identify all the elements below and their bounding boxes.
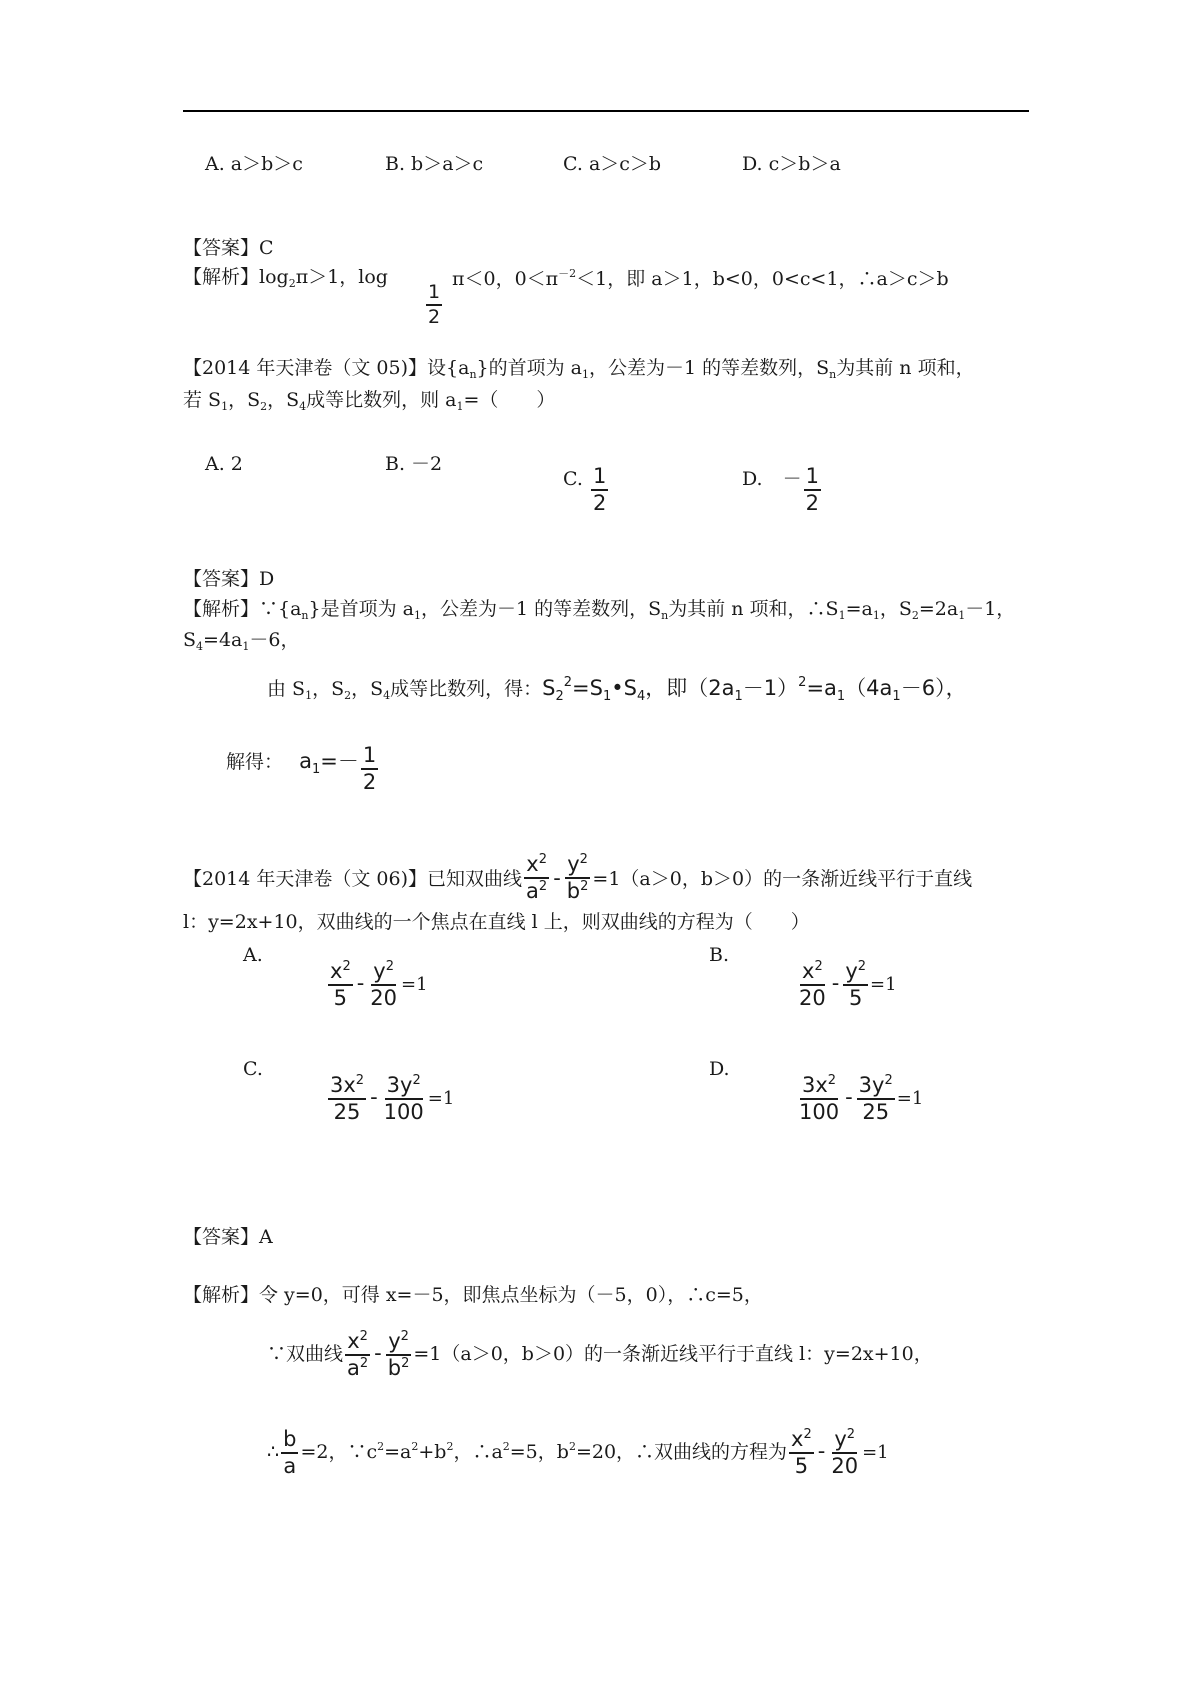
fraction-denominator: a (526, 879, 539, 904)
exponent: 2 (884, 1073, 893, 1088)
exponent: 2 (857, 959, 867, 974)
q0-option-a: A. a＞b＞c (205, 153, 303, 175)
exponent: 2 (355, 1073, 365, 1088)
q2-option-a: $\frac{x^2}{5}$ - $\frac{y^2}{20}$ =1 (330, 959, 428, 1011)
minus-sign: - (553, 866, 561, 891)
eq-term: =a (806, 676, 837, 700)
q2-option-c: $\frac{3x^2}{25}$ - $\frac{3y^2}{100}$ =1 (330, 1073, 455, 1125)
equation-rhs: =1 (401, 974, 428, 996)
stem-text: ，公差为－1 的等差数列，S (589, 357, 830, 379)
subscript: n (829, 368, 837, 381)
q0-analysis-rest (452, 268, 949, 289)
analysis-text: =20，∴双曲线的方程为 (575, 1441, 788, 1464)
q2-answer: 【答案】A (183, 1226, 273, 1248)
subscript: 1 (413, 609, 421, 622)
stem-text: ，S (267, 389, 300, 411)
equation-rhs: =1 (896, 1088, 924, 1110)
subscript: n (301, 609, 309, 622)
fraction-denominator: 100 (383, 1100, 424, 1125)
fraction-numerator: x (330, 959, 343, 983)
log-text: log (259, 266, 289, 288)
analysis-text: +b (418, 1441, 447, 1464)
subscript: 1 (456, 400, 464, 413)
q1-option-a: A. 2 (205, 453, 243, 475)
q2-stem-line2: l：y=2x+10，双曲线的一个焦点在直线 l 上，则双曲线的方程为（ ） (183, 911, 810, 933)
exponent: 2 (846, 1427, 856, 1442)
analysis-text: =5，b (509, 1441, 569, 1464)
q1-stem-line1 (183, 359, 975, 380)
q1-analysis-line1 (183, 600, 1015, 621)
exponent: 2 (538, 879, 548, 895)
fraction-numerator: y (845, 959, 858, 983)
subscript: 1 (311, 762, 321, 778)
fraction-numerator: y (567, 852, 580, 876)
analysis-text: π＜0，0＜π (452, 268, 559, 290)
fraction-denominator: 100 (799, 1100, 840, 1125)
analysis-text: =2，∵c (300, 1441, 378, 1464)
minus-sign: － (782, 468, 802, 491)
eq-term: －6）， (900, 676, 967, 700)
exponent: 2 (502, 1440, 510, 1454)
fraction-numerator: 3x (330, 1073, 356, 1097)
exponent: 2 (342, 959, 351, 974)
q1-answer: 【答案】D (183, 568, 275, 590)
solve-label: 解得： (226, 751, 284, 774)
q0-answer: 【答案】C (183, 237, 274, 259)
q1-analysis-line2 (183, 631, 299, 652)
analysis-text: －1， (965, 598, 1016, 620)
q0-option-d: D. c＞b＞a (742, 153, 841, 175)
subscript: 2 (555, 689, 564, 704)
stem-text: =（ ） (463, 389, 556, 411)
fraction-denominator: 5 (848, 986, 863, 1011)
analysis-text: =a (384, 1441, 412, 1464)
subscript: 1 (242, 640, 250, 653)
eq-term: ，即（2a (645, 676, 735, 700)
exponent: 2 (814, 959, 823, 974)
analysis-text: ，∴a (453, 1441, 503, 1464)
subscript: 1 (734, 689, 743, 704)
fraction-denominator: 2 (428, 305, 441, 328)
fraction-numerator: y (834, 1427, 847, 1451)
q1-option-b: B. －2 (385, 453, 443, 475)
equation-rhs: =1 (870, 974, 897, 996)
minus-sign: - (374, 1341, 382, 1366)
fraction-denominator: b (566, 879, 581, 904)
subscript: 1 (602, 689, 612, 704)
analysis-text: =1（a＞0，b＞0）的一条渐近线平行于直线 l：y=2x+10， (413, 1343, 933, 1366)
q2-analysis-line1: 【解析】令 y=0，可得 x=－5，即焦点坐标为（－5，0），∴c=5， (183, 1284, 763, 1306)
equation-rhs: =1 (427, 1088, 455, 1110)
q1-option-d (742, 455, 823, 516)
q2-analysis-line2 (267, 1330, 933, 1380)
fraction-denominator: 2 (805, 491, 820, 516)
eq-term: a (299, 749, 312, 774)
q2-stem-line1 (183, 852, 973, 905)
subscript: 4 (299, 400, 307, 413)
subscript: 1 (872, 609, 880, 622)
fraction-denominator: 5 (794, 1454, 809, 1479)
q0-analysis (183, 268, 388, 289)
analysis-text: }是首项为 a (308, 598, 414, 620)
analysis-text: π＞1，log (295, 266, 388, 288)
subscript: n (661, 609, 669, 622)
exponent: 2 (377, 1440, 385, 1454)
fraction-numerator: 1 (804, 465, 821, 491)
q1-header: 【2014 年天津卷（文 05)】 (183, 357, 428, 379)
fraction-numerator: 1 (591, 465, 608, 491)
fraction-denominator: b (387, 1356, 402, 1381)
analysis-text: ，S (879, 598, 912, 620)
subscript: 1 (305, 689, 313, 702)
fraction-denominator: 2 (362, 770, 377, 795)
analysis-text: =4a (203, 629, 243, 651)
fraction-denominator: 20 (370, 986, 398, 1011)
stem-text: }的首项为 a (476, 357, 583, 379)
fraction-denominator: a (283, 1454, 297, 1479)
fraction-numerator: 3x (802, 1073, 828, 1097)
fraction-numerator: 3y (858, 1073, 885, 1097)
fraction-denominator: 20 (799, 986, 826, 1011)
eq-term: S (542, 676, 556, 700)
fraction-denominator: 25 (333, 1100, 361, 1125)
stem-text: 成等比数列，则 a (306, 389, 457, 411)
fraction-numerator: x (526, 852, 539, 876)
exponent: 2 (568, 1440, 576, 1454)
q2-option-c-label: C. (243, 1058, 263, 1080)
fraction-numerator: y (388, 1329, 401, 1353)
subscript: 1 (838, 609, 846, 622)
analysis-text: ＜1，即 a＞1，b<0，0<c<1，∴a＞c＞b (576, 268, 949, 290)
subscript: n (469, 368, 477, 381)
exponent: －2 (558, 267, 577, 280)
stem-text: ，S (228, 389, 261, 411)
equation (542, 675, 967, 704)
subscript: 1 (958, 609, 966, 622)
fraction-denominator: a (347, 1356, 360, 1381)
stem-text: 设{a (427, 357, 470, 379)
exponent: 2 (538, 852, 547, 867)
subscript: 2 (911, 609, 919, 622)
option-label: D. (742, 468, 763, 491)
option-label: C. (563, 468, 583, 491)
equation-rhs: =1 (862, 1442, 889, 1464)
exponent: 2 (803, 1427, 812, 1442)
fraction-numerator: b (281, 1428, 298, 1454)
exponent: 2 (580, 879, 589, 895)
analysis-label: 【解析】 (183, 266, 260, 288)
analysis-text: －6， (249, 629, 300, 651)
exponent: 2 (400, 1329, 409, 1344)
exponent: 2 (412, 1073, 421, 1088)
fraction-denominator: 2 (592, 491, 607, 516)
eq-term: •S (611, 676, 637, 700)
log-base: 2 (288, 277, 296, 290)
exponent: 2 (798, 675, 807, 690)
q1-solve (226, 738, 380, 795)
exponent: 2 (446, 1440, 454, 1454)
analysis-text: ，S (351, 678, 384, 700)
analysis-text: 为其前 n 项和，∴S (668, 598, 839, 620)
subscript: 4 (196, 640, 204, 653)
exponent: 2 (563, 675, 573, 690)
analysis-text: 由 S (267, 678, 306, 700)
fraction-numerator: x (347, 1329, 360, 1353)
eq-term: （4a (845, 676, 893, 700)
analysis-text: =2a (918, 598, 959, 620)
q2-analysis-line3 (267, 1428, 889, 1478)
subscript: 2 (260, 400, 268, 413)
minus-sign: - (817, 1439, 826, 1464)
analysis-text: ∴ (267, 1441, 280, 1464)
header-rule (183, 110, 1029, 112)
fraction-numerator: 3y (386, 1073, 413, 1097)
stem-text: 若 S (183, 389, 222, 411)
fraction-numerator: 1 (426, 282, 442, 306)
q1-analysis-line3 (267, 676, 967, 703)
q1-stem-line2 (183, 391, 555, 412)
exponent: 2 (827, 1073, 837, 1088)
exponent: 2 (359, 1356, 369, 1372)
fraction-numerator: x (802, 959, 815, 983)
analysis-text: =a (845, 598, 873, 620)
subscript: 1 (836, 689, 846, 704)
eq-term: =S (572, 676, 603, 700)
stem-text: =1（a＞0，b＞0）的一条渐近线平行于直线 (592, 868, 973, 891)
q2-option-b: $\frac{x^2}{20}$ - $\frac{y^2}{5}$ =1 (799, 959, 897, 1011)
subscript: 4 (636, 689, 646, 704)
fraction-numerator: y (373, 959, 386, 983)
q1-option-c (563, 455, 610, 516)
analysis-text: 成等比数列，得： (390, 678, 543, 700)
exponent: 2 (411, 1440, 419, 1454)
q2-header: 【2014 年天津卷（文 06)】 (183, 868, 428, 891)
stem-text: 为其前 n 项和， (836, 357, 975, 379)
eq-term: －1） (742, 676, 799, 700)
fraction-denominator: 20 (831, 1454, 859, 1479)
analysis-text: S (183, 629, 197, 651)
q2-option-d-label: D. (709, 1058, 730, 1080)
subscript: 4 (383, 689, 391, 702)
fraction-numerator: x (791, 1427, 804, 1451)
exponent: 2 (579, 852, 588, 867)
eq-term: =－ (320, 749, 359, 774)
analysis-text: 【解析】∵{a (183, 598, 302, 620)
subscript: 1 (892, 689, 901, 704)
analysis-text: ，S (312, 678, 345, 700)
q2-option-b-label: B. (709, 944, 730, 966)
exponent: 2 (359, 1329, 368, 1344)
stem-text: 已知双曲线 (427, 868, 523, 891)
analysis-text: ，公差为－1 的等差数列，S (420, 598, 662, 620)
fraction-denominator: 25 (862, 1100, 890, 1125)
q0-option-b: B. b＞a＞c (385, 153, 484, 175)
q2-option-a-label: A. (243, 944, 263, 966)
exponent: 2 (385, 959, 395, 974)
exponent: 2 (401, 1356, 410, 1372)
subscript: 1 (582, 368, 590, 381)
subscript: 1 (221, 400, 229, 413)
q0-half-fraction (424, 268, 444, 328)
fraction-denominator: 5 (333, 986, 348, 1011)
fraction-numerator: 1 (361, 744, 378, 770)
analysis-text: ∵双曲线 (267, 1343, 344, 1366)
q0-option-c: C. a＞c＞b (563, 153, 662, 175)
subscript: 2 (344, 689, 352, 702)
q2-option-d: $\frac{3x^2}{100}$ - $\frac{3y^2}{25}$ =1 (799, 1073, 924, 1125)
